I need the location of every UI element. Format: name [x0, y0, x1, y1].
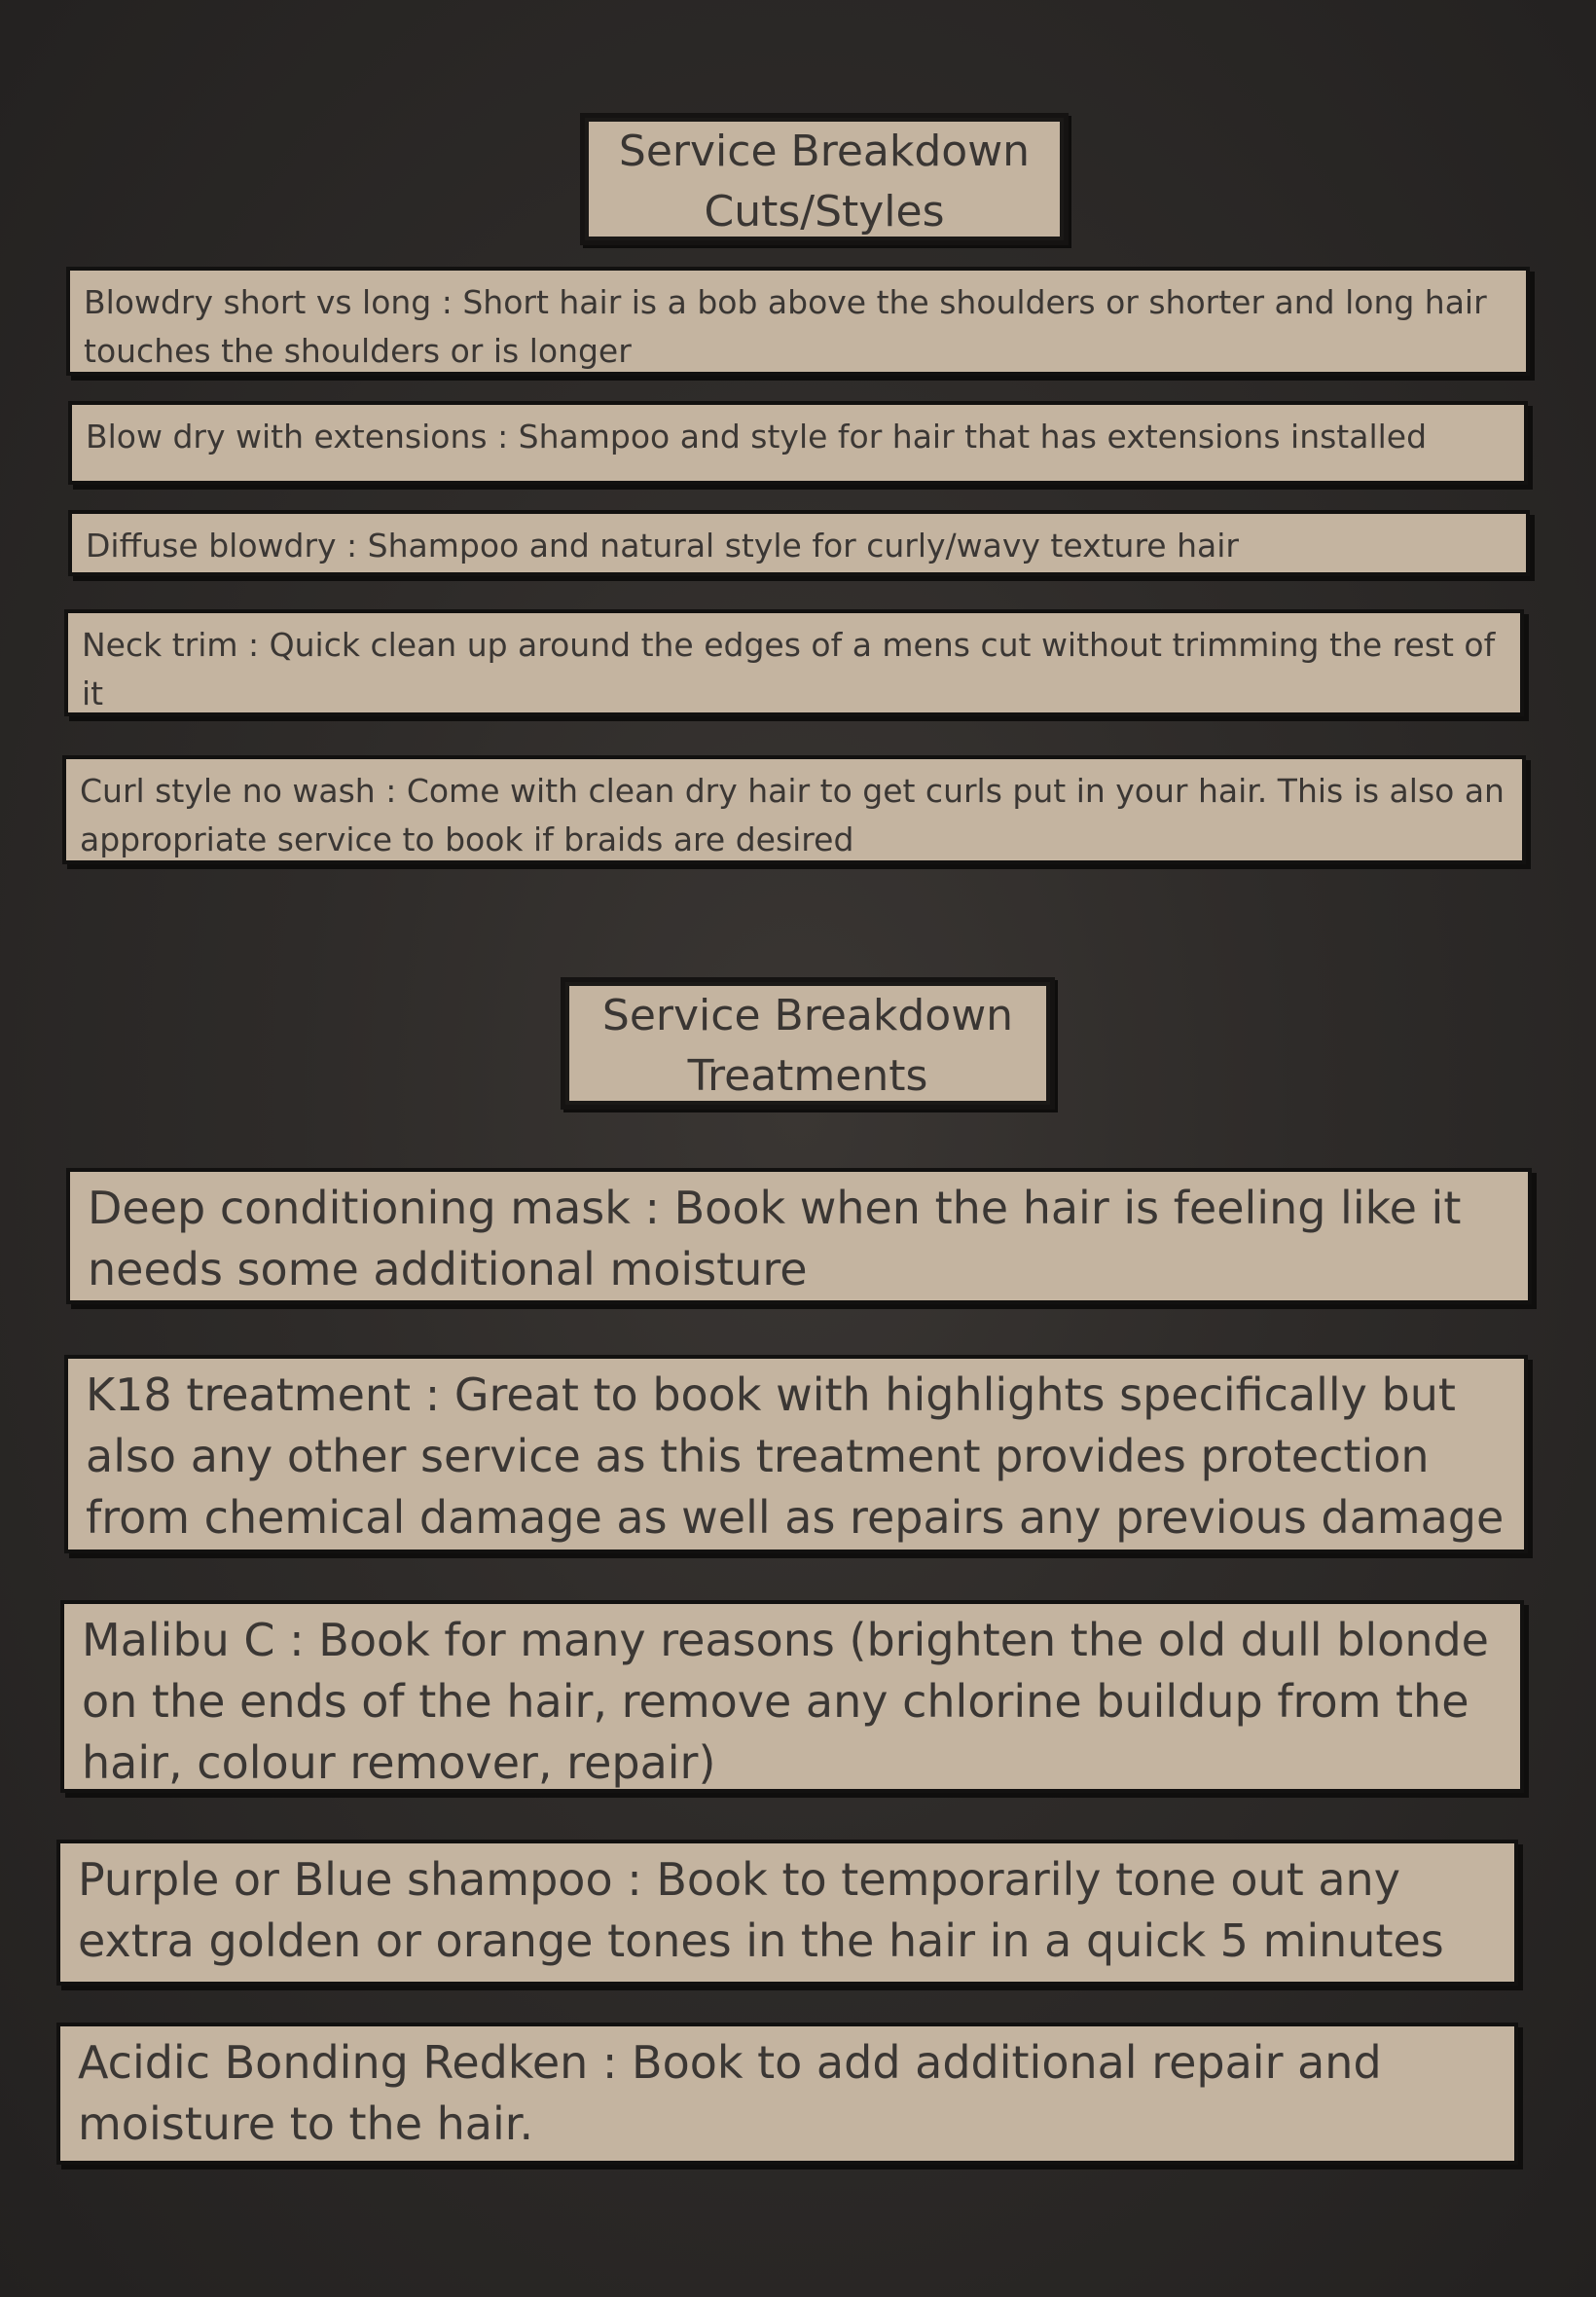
heading-line-2: Cuts/Styles — [704, 187, 945, 237]
service-description: Diffuse blowdry : Shampoo and natural style for curly/wavy texture hair — [86, 527, 1239, 565]
service-card-acidic-bonding-redken — [56, 2023, 1518, 2165]
heading-line-1: Service Breakdown — [618, 127, 1031, 176]
service-card-neck-trim — [64, 609, 1524, 716]
service-description: K18 treatment : Great to book with highlights specifically but also any other service as this treatment provides protection from chemical damage as well as repairs any previous damage — [86, 1368, 1505, 1544]
section-heading-cuts-styles — [580, 113, 1069, 245]
service-description: Acidic Bonding Redken : Book to add additional repair and moisture to the hair. — [78, 2036, 1382, 2150]
service-card-blow-dry-extensions — [68, 401, 1528, 485]
service-card-purple-blue-shampoo — [56, 1840, 1518, 1986]
heading-line-1: Service Breakdown — [601, 991, 1014, 1040]
service-card-blowdry-short-vs-long — [66, 267, 1530, 376]
service-description: Neck trim : Quick clean up around the edges of a mens cut without trimming the rest of it — [82, 626, 1496, 712]
service-description: Blow dry with extensions : Shampoo and style for hair that has extensions installed — [86, 418, 1428, 456]
service-description: Blowdry short vs long : Short hair is a bob above the shoulders or shorter and long hair touches the shoulders or is longer — [84, 283, 1487, 370]
service-card-k18-treatment — [64, 1355, 1528, 1553]
service-description: Deep conditioning mask : Book when the hair is feeling like it needs some additional moisture — [88, 1182, 1462, 1295]
heading-line-2: Treatments — [687, 1051, 928, 1101]
service-card-diffuse-blowdry — [68, 510, 1530, 576]
service-description: Malibu C : Book for many reasons (brighten the old dull blonde on the ends of the hair, remove any chlorine buildup from the hair, colour remover, repair) — [82, 1614, 1489, 1789]
service-card-deep-conditioning-mask — [66, 1168, 1532, 1304]
service-card-curl-style-no-wash — [62, 755, 1526, 864]
service-card-malibu-c — [60, 1600, 1524, 1793]
service-description: Purple or Blue shampoo : Book to temporarily tone out any extra golden or orange tones in the hair in a quick 5 minutes — [78, 1853, 1444, 1967]
service-description: Curl style no wash : Come with clean dry hair to get curls put in your hair. This is also an appropriate service to book if braids are desired — [80, 772, 1505, 858]
section-heading-treatments — [561, 977, 1055, 1110]
